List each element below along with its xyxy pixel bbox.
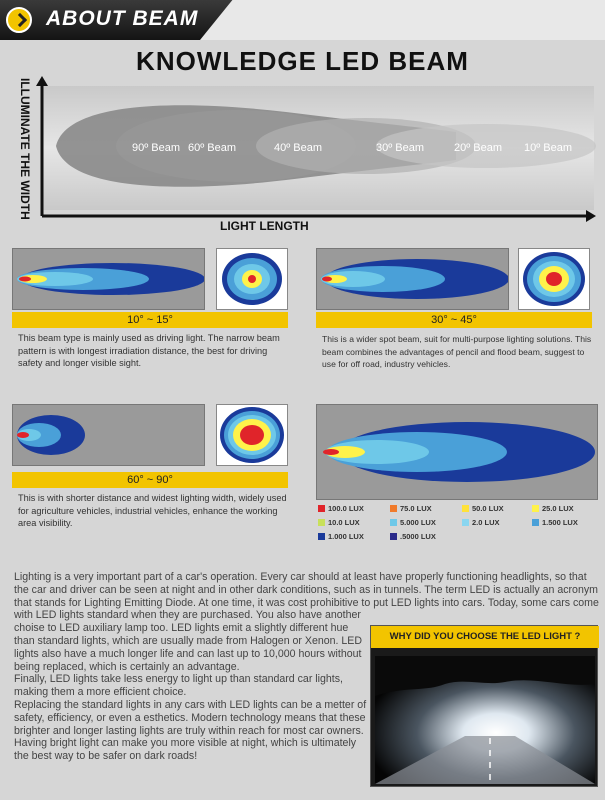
beam-label-90: 90º Beam	[132, 142, 181, 154]
header-stripe	[200, 0, 605, 40]
chevron-right-icon	[6, 7, 32, 33]
panel-description-medium: This is a wider spot beam, suit for multi-purpose lighting solutions. This beam combines the advantages of pencil and flood beam, suggest to use for off road, industry vehicles.	[322, 334, 592, 369]
beam-pattern-narrow	[12, 248, 205, 310]
beam-label-10: 10º Beam	[524, 142, 573, 154]
x-axis-label: LIGHT LENGTH	[220, 219, 309, 233]
article-paragraph: Replacing the standard lights in any cars with LED lights can be a metter of safety, efficiency, or even a esthetics. Modern technology means that these brighter and longer lasting lights are truly within reach for most car owners. Having bright light can make you more visible at night, which is ultimately the best way to be safer on dark roads!	[14, 698, 367, 763]
panel-description-wide: This is with shorter distance and widest lighting width, widely used for agriculture vehicles, industrial vehicles, enhance the working area visibility.	[18, 493, 287, 528]
why-led-heading: WHY DID YOU CHOOSE THE LED LIGHT ?	[371, 626, 599, 648]
legend-item: 25.0 LUX	[532, 504, 574, 516]
beam-pattern-wide	[12, 404, 205, 466]
night-road-photo	[375, 656, 595, 784]
legend-item: 1.500 LUX	[532, 518, 578, 530]
legend-item: 100.0 LUX	[318, 504, 364, 516]
beam-label-30: 30º Beam	[376, 142, 425, 154]
legend-item: 10.0 LUX	[318, 518, 360, 530]
legend-item: 75.0 LUX	[390, 504, 432, 516]
angle-band-narrow: 10° ~ 15°	[12, 312, 288, 328]
beam-label-60: 60º Beam	[188, 142, 237, 154]
x-axis-arrow	[586, 210, 596, 222]
spot-pattern-narrow	[216, 248, 288, 310]
article-paragraph: Lighting is a very important part of a car's operation. Every car should at least have properly functioning headlights, so that the car and driver can be seen at night and in other dark conditions, such as in tunnels. The term LED is actually an acronym that stands for Lighting Emitting Diode. At one time, it was cost prohibitive to put LED lights into cars. Today, some cars come	[14, 571, 599, 609]
diagram-title: KNOWLEDGE LED BEAM	[136, 46, 469, 76]
legend-item: .5000 LUX	[390, 532, 436, 544]
spot-pattern-medium	[518, 248, 590, 310]
beam-label-20: 20º Beam	[454, 142, 503, 154]
legend-item: 2.0 LUX	[462, 518, 500, 530]
legend-item: 5.000 LUX	[390, 518, 436, 530]
legend-item: 1.000 LUX	[318, 532, 364, 544]
beam-diagram	[36, 76, 596, 226]
legend-item: 50.0 LUX	[462, 504, 504, 516]
panel-description-narrow: This beam type is mainly used as driving light. The narrow beam pattern is with longest irradiation distance, the best for driving safety and longer visible sight.	[18, 333, 280, 368]
lux-legend	[318, 504, 598, 548]
beam-label-40: 40º Beam	[274, 142, 323, 154]
spot-pattern-wide	[216, 404, 288, 466]
angle-band-medium: 30° ~ 45°	[316, 312, 592, 328]
beam-pattern-combined	[316, 404, 598, 500]
beam-pattern-medium	[316, 248, 509, 310]
article-paragraph: Finally, LED lights take less energy to light up than standard car lights, making them a more efficient choice.	[14, 673, 343, 699]
section-title: ABOUT BEAM	[46, 7, 199, 30]
angle-band-wide: 60° ~ 90°	[12, 472, 288, 488]
section-header	[0, 0, 605, 40]
y-axis-label: ILLUMINATE THE WIDTH	[18, 78, 32, 220]
article-paragraph: with LED lights standard when they are purchased. You also have another choise to LED auxiliary lamp too. LED lights emit a slightly different hue than standard lights, which are usually made from Halogen or Xenon. LED lights also have a much longer life and can last up to 10,000 hours without being replaced, which is certainly an advantage.	[14, 609, 363, 673]
y-axis-arrow	[36, 76, 48, 86]
why-led-box	[370, 625, 598, 787]
